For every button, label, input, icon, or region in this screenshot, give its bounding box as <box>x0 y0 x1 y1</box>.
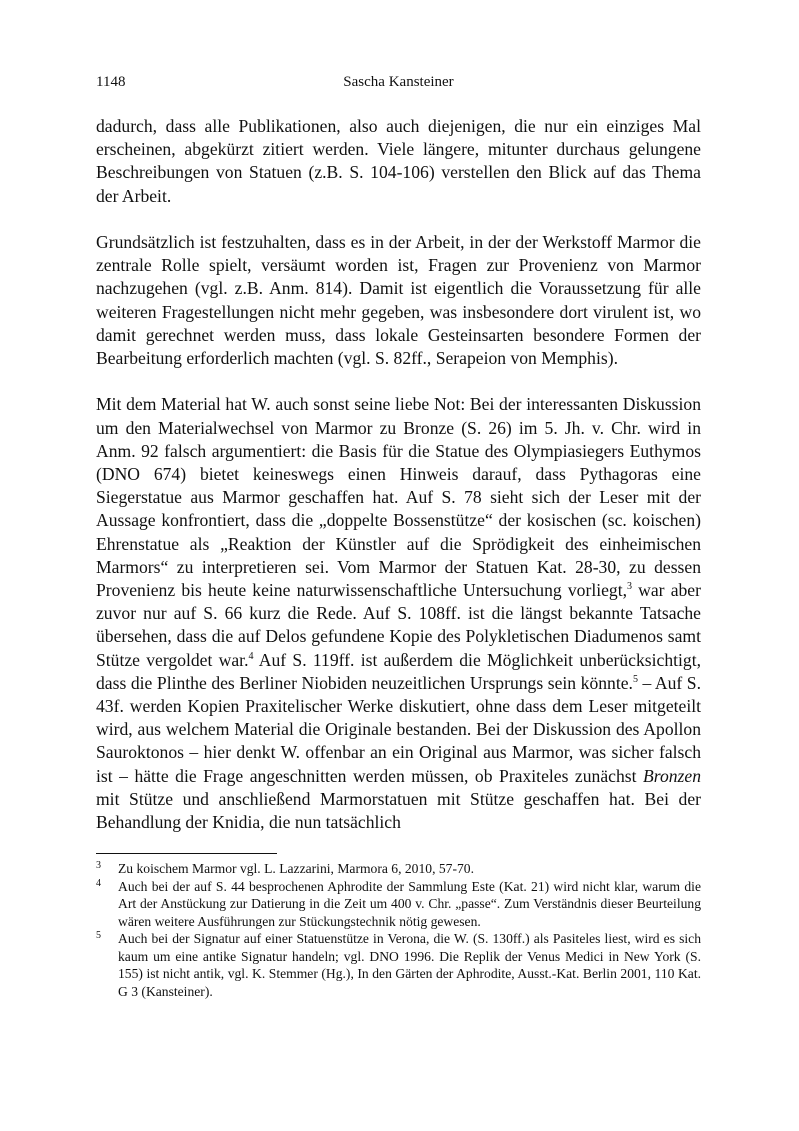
footnote-5 <box>96 930 701 1000</box>
running-head-author: Sascha Kansteiner <box>343 74 454 90</box>
paragraph-3-italic-bronzen: Bronzen <box>643 765 701 786</box>
footnote-text: Auch bei der auf S. 44 besprochenen Aphrodite der Sammlung Este (Kat. 21) wird nicht klar, warum die Art der Anstückung zur Datierung in die Zeit um 400 v. Chr. „passe“. Zum Verständnis dieser Beurteilung wären weitere Ausführungen zur Stückungstechnik nötig gewesen. <box>118 878 701 929</box>
paragraph-2: Grundsätzlich ist festzuhalten, dass es in der Arbeit, in der der Werkstoff Marmor die zentrale Rolle spielt, versäumt worden ist, Fragen zur Provenienz von Marmor nachzugehen (vgl. z.B. Anm. 814). Damit ist eigentlich die Voraussetzung für alle weiteren Fragestellungen nicht mehr gegeben, was insbesondere dort virulent ist, wo damit gerechnet werden muss, dass lokale Gesteinsarten besondere Formen der Bearbeitung erforderlich machten (vgl. S. 82ff., Serapeion von Memphis). <box>96 232 701 369</box>
paragraph-3-text-3: Auf S. 119ff. ist außerdem die Möglichkeit unberücksichtigt, dass die Plinthe des Berliner Niobiden neuzeitlichen Ursprungs sein könnte. <box>96 649 701 693</box>
paragraph-3-text-1: Mit dem Material hat W. auch sonst seine liebe Not: Bei der interessanten Diskussion um den Materialwechsel von Marmor zu Bronze (S. 26) im 5. Jh. v. Chr. wird in Anm. 92 falsch argumentiert: die Basis für die Statue des Olympiasiegers Euthymos (DNO 674) bietet keineswegs einen Hinweis darauf, dass Pythagoras eine Siegerstatue aus Marmor geschaffen hat. Auf S. 78 sieht sich der Leser mit der Aussage konfrontiert, dass die „doppelte Bossenstütze“ der kosischen (sc. koischen) Ehrenstatue als „Reaktion der Künstler auf die Sprödigkeit des einheimischen Marmors“ zu interpretieren sei. Vom Marmor der Statuen Kat. 28-30, zu dessen Provenienz bis heute keine naturwissenschaftliche Untersuchung vorliegt, <box>96 394 701 601</box>
body-text <box>96 115 701 857</box>
footnote-number: 3 <box>96 860 101 871</box>
paragraph-3-text-4: – Auf S. 43f. werden Kopien Praxitelischer Werke diskutiert, ohne dass dem Leser mitgeteilt wird, aus welchem Material die Originale bestanden. Bei der Diskussion des Apollon Sauroktonos – hier denkt W. offenbar an ein Original aus Marmor, was sicher falsch ist – hätte die Frage angeschnitten werden müssen, ob Praxiteles zunächst <box>96 672 701 786</box>
footnote-divider <box>96 853 277 854</box>
paragraph-3 <box>96 393 701 834</box>
page-number: 1148 <box>96 74 126 90</box>
running-head <box>96 74 701 94</box>
paragraph-3-text-5: mit Stütze und anschließend Marmorstatuen mit Stütze geschaffen hat. Bei der Behandlung der Knidia, die nun tatsächlich <box>96 788 701 833</box>
footnote-ref-3[interactable]: 3 <box>626 581 632 593</box>
footnote-text: Auch bei der Signatur auf einer Statuenstütze in Verona, die W. (S. 130ff.) als Pasiteles liest, wird es sich kaum um eine antike Signatur handeln; vgl. DNO 1996. Die Replik der Venus Medici in New York (S. 155) ist nicht antik, vgl. K. Stemmer (Hg.), In den Gärten der Aphrodite, Ausst.-Kat. Berlin 2001, 110 Kat. G 3 (Kansteiner). <box>118 931 701 999</box>
footnote-number: 5 <box>96 930 101 941</box>
footnote-number: 4 <box>96 877 101 889</box>
footnote-4 <box>96 878 701 931</box>
footnote-ref-4[interactable]: 4 <box>248 650 254 662</box>
paragraph-3-text-2: war aber zuvor nur auf S. 66 kurz die Rede. Auf S. 108ff. ist die längst bekannte Tatsache übersehen, dass die auf Delos gefundene Kopie des Polykletischen Diadumenos samt Stütze vergoldet war. <box>96 580 701 670</box>
paragraph-1: dadurch, dass alle Publikationen, also auch diejenigen, die nur ein einziges Mal erscheinen, abgekürzt zitiert werden. Viele längere, mitunter durchaus gelungene Beschreibungen von Statuen (z.B. S. 104-106) verstellen den Blick auf das Thema der Arbeit. <box>96 116 701 206</box>
footnote-3 <box>96 860 701 878</box>
footnote-ref-5[interactable]: 5 <box>632 673 638 685</box>
footnotes <box>96 860 701 1000</box>
footnote-text: Zu koischem Marmor vgl. L. Lazzarini, Marmora 6, 2010, 57-70. <box>118 861 474 876</box>
